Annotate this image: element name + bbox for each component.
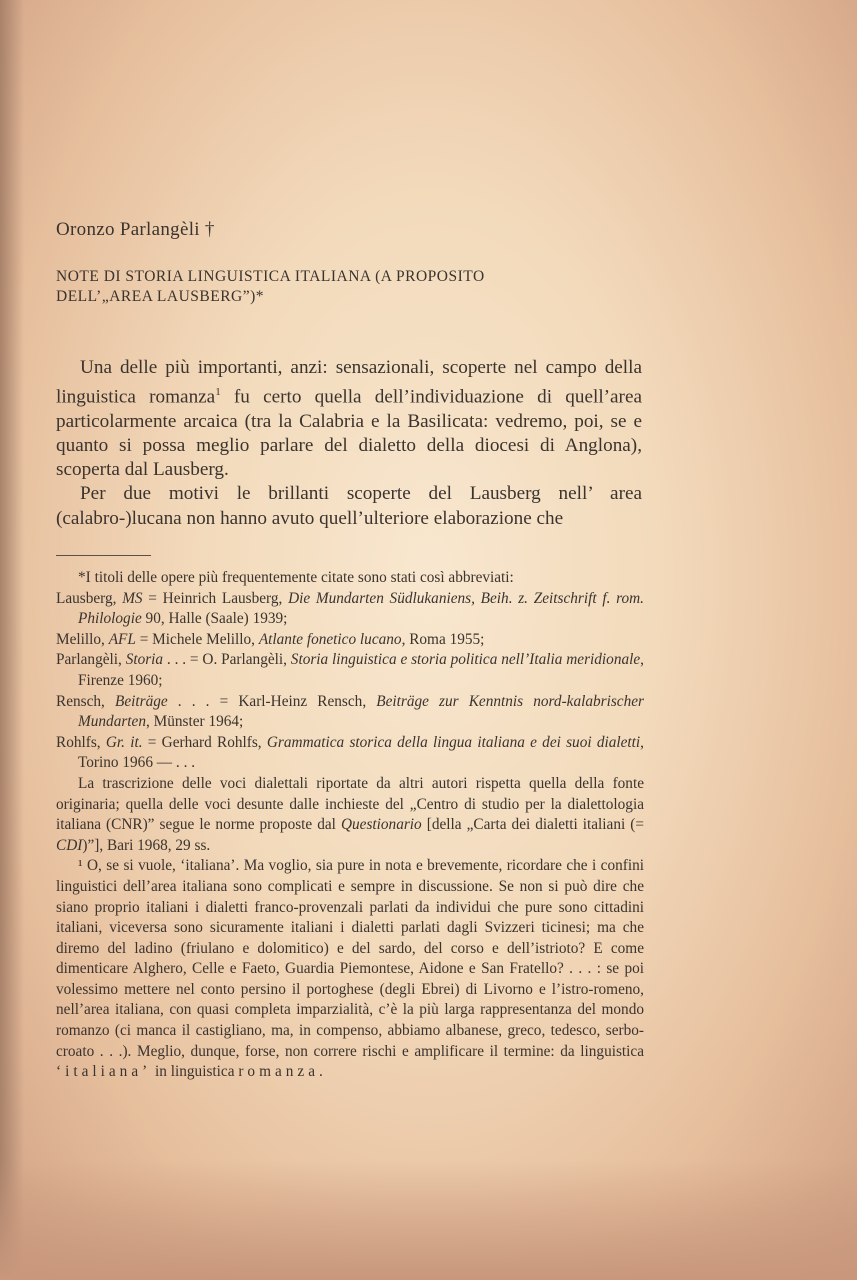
- abbrev-parlangeli: Parlangèli, Storia . . . = O. Parlangèli, Storia linguistica e storia politica nell’Italia meridionale, Firenze 1960;: [56, 651, 644, 689]
- abbrev-rohlfs: Rohlfs, Gr. it. = Gerhard Rohlfs, Grammatica storica della lingua italiana e dei suoi dialetti, Torino 1966 — . . .: [56, 733, 644, 772]
- footnote-ref-1: 1: [215, 386, 221, 399]
- abbrev-rensch: Rensch, Beiträge . . . = Karl-Heinz Rensch, Beiträge zur Kenntnis nord-kalabrischer Mundarten, Münster 1964;: [56, 692, 644, 731]
- page-edge-shadow: [0, 0, 24, 1280]
- body-text: [56, 356, 642, 531]
- footnotes: [56, 568, 644, 1083]
- page-bottom-stain: [0, 1160, 857, 1280]
- footnote-divider: [56, 555, 151, 556]
- footnote-trascrizione: La trascrizione delle voci dialettali riportate da altri autori rispetta quella della fonte originaria; quella delle voci desunte dalle inchieste del „Centro di studio per la dialettologia italiana (CNR)” segue le norme proposte dal Questionario [della „Carta dei dialetti italiani (= CDI)”], Bari 1968, 29 ss.: [56, 774, 644, 854]
- abbrev-melillo: Melillo, AFL = Michele Melillo, Atlante fonetico lucano, Roma 1955;: [56, 630, 485, 648]
- footnote-1: ¹ O, se si vuole, ‘italiana’. Ma voglio, sia pure in nota e brevemente, ricordare che i confini linguistici dell’area italiana sono complicati e sempre in discussione. Se non si può dire che siano proprio italiani i dialetti franco-provenzali parlati da individui che pure sono cittadini italiani, viceversa sono sicuramente italiani i dialetti parlati dagli Svizzeri ticinesi; ma che diremo del ladino (friulano e dolomitico) e del sardo, del corso e dell’istrioto? E come dimenticare Alghero, Celle e Faeto, Guardia Piemontese, Aidone e San Fratello? . . . : se poi volessimo mettere nel conto persino il portoghese (degli Ebrei) di Livorno e l’istro-romeno, nell’area italiana, con quasi completa imparzialità, c’è la più larga rappresentanza del mondo romanzo (ci manca il castigliano, ma, in compenso, abbiamo albanese, greco, tedesco, serbo-croato . . .). Meglio, dunque, forse, non correre rischi e amplificare il termine: da linguistica ‘italiana’ in linguistica romanza.: [56, 857, 644, 1081]
- article-title: [56, 267, 616, 307]
- title-line-2: DELL’„AREA LAUSBERG”)*: [56, 288, 265, 305]
- paragraph-1: Una delle più importanti, anzi: sensazionali, scoperte nel campo della linguistica romanza$^1$ fu certo quella dell’individuazione di quell’area particolarmente arcaica (tra la Calabria e la Basilicata: vedremo, poi, se e quanto si possa meglio parlare del dialetto della diocesi di Anglona), scoperta dal Lausberg.: [56, 357, 642, 481]
- title-line-1: NOTE DI STORIA LINGUISTICA ITALIANA (A PROPOSITO: [56, 268, 485, 285]
- paragraph-2: Per due motivi le brillanti scoperte del Lausberg nell’ area (calabro-)lucana non hanno avuto quell’ulteriore elaborazione che: [56, 483, 642, 529]
- footnote-star-intro: *I titoli delle opere più frequentemente citate sono stati così abbreviati:: [78, 569, 514, 586]
- author-name: Oronzo Parlangèli †: [56, 219, 215, 240]
- abbrev-lausberg: Lausberg, MS = Heinrich Lausberg, Die Mundarten Südlukaniens, Beih. z. Zeitschrift f. rom. Philologie 90, Halle (Saale) 1939;: [56, 589, 645, 628]
